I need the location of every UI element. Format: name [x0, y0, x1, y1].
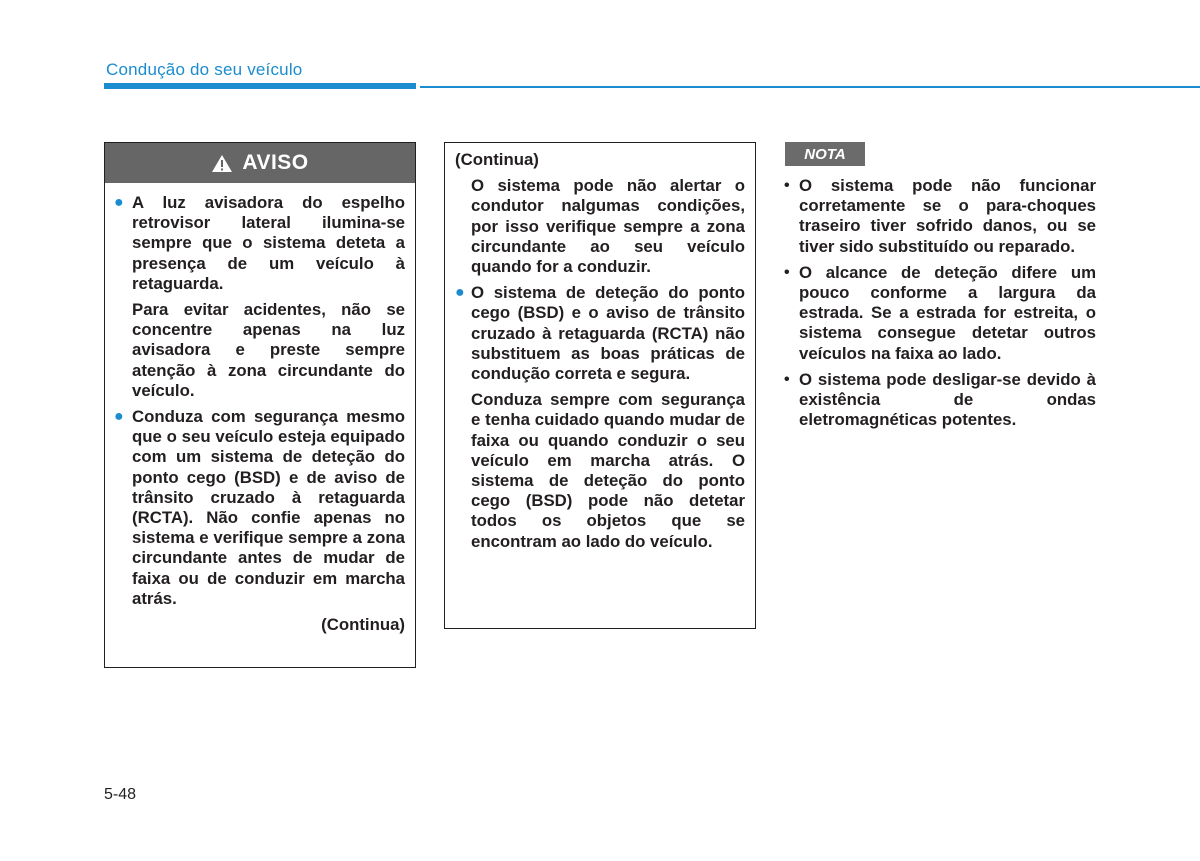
continued-subtext: Conduza sempre com segurança e tenha cuidado quando mudar de faixa ou quando conduzir o seu veículo em marcha atrás. O sistema de deteção do ponto cego (BSD) pode não detetar todos os objetos que se encontram ao lado do veículo.	[471, 390, 745, 551]
header-rule-thick	[104, 83, 416, 89]
list-item: ● Conduza com segurança mesmo que o seu veículo esteja equipado com um sistema de deteção do ponto cego (BSD) e de aviso de trânsito cruzado à retaguarda (RCTA). Não confie apenas no sistema e verifique sempre a zona circundante antes de mudar de faixa ou de conduzir em marcha atrás.	[114, 407, 405, 608]
list-item: • O sistema pode desligar-se devido à existência de ondas eletromagnéticas potentes.	[784, 369, 1096, 430]
continued-box	[444, 142, 756, 629]
continued-label: (Continua)	[455, 150, 539, 169]
list-item: • O sistema pode não funcionar corretamente se o para-choques traseiro tiver sofrido danos, ou se tiver sido substituído ou reparado.	[784, 176, 1096, 256]
warning-header	[105, 143, 415, 183]
bullet-icon: ●	[114, 194, 124, 211]
bullet-icon: •	[784, 370, 790, 388]
section-title: Condução do seu veículo	[106, 60, 303, 79]
bullet-icon: ●	[455, 284, 465, 302]
list-item: ● O sistema de deteção do ponto cego (BSD) e o aviso de trânsito cruzado à retaguarda (RCTA) não substituem as boas práticas de condução correta e segura.	[455, 283, 745, 384]
warning-body	[105, 183, 415, 635]
continued-body	[445, 143, 755, 552]
bullet-icon: •	[784, 177, 790, 194]
bullet-icon: ●	[114, 408, 124, 426]
page-number: 5-48	[104, 786, 137, 803]
list-item: • O alcance de deteção difere um pouco conforme a largura da estrada. Se a estrada for estreita, o sistema consegue detetar outros veículos na faixa ao lado.	[784, 262, 1096, 363]
note-body	[783, 176, 1096, 436]
header-rule-thin	[420, 86, 1200, 88]
note-tag: NOTA	[785, 142, 865, 166]
warning-title: AVISO	[242, 151, 309, 174]
warning-subtext: Para evitar acidentes, não se concentre apenas na luz avisadora e preste sempre atenção à zona circundante do veículo.	[132, 300, 405, 400]
warning-triangle-icon	[211, 154, 233, 173]
bullet-icon: •	[784, 263, 790, 281]
warning-box	[104, 142, 416, 668]
continued-intro: O sistema pode não alertar o condutor nalgumas condições, por isso verifique sempre a zona circundante ao seu veículo quando for a conduzir.	[471, 176, 745, 277]
list-item: ● A luz avisadora do espelho retrovisor lateral ilumina-se sempre que o sistema deteta a presença de um veículo à retaguarda.	[114, 193, 405, 293]
continues-label: (Continua)	[321, 615, 405, 635]
